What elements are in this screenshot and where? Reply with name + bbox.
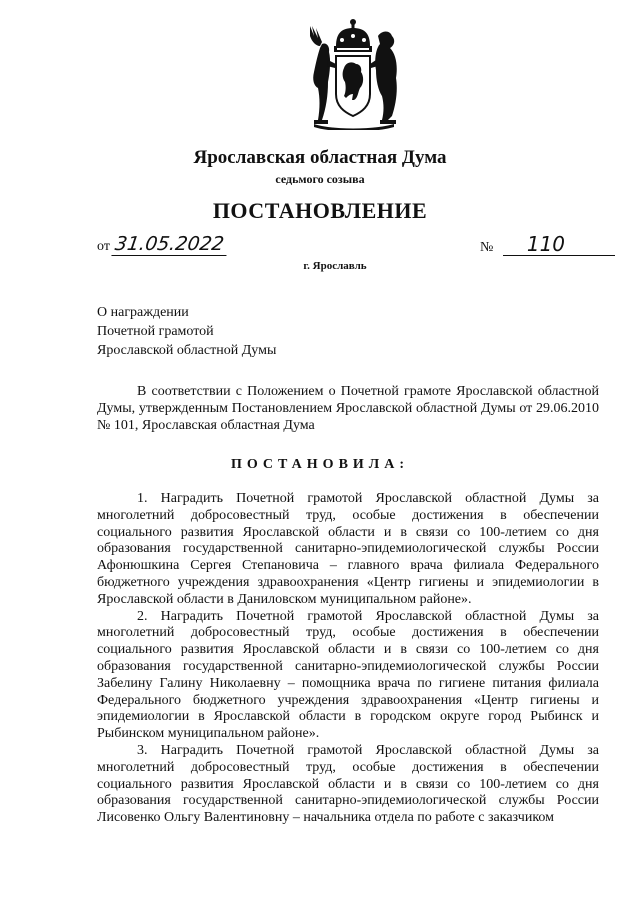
coat-of-arms-icon — [296, 16, 410, 130]
resolution-item: 3. Наградить Почетной грамотой Ярославской областной Думы за многолетний добросовестный труд, особые достижения в обеспечении социального развития Ярославской области и в связи со 100-летием со дня образования государственной санитарно-эпидемиологической службы России Лисовенко Ольгу Валентиновну – начальника отдела по работе с заказчиком — [97, 742, 599, 826]
document-type-title: ПОСТАНОВЛЕНИЕ — [212, 198, 428, 223]
handwritten-date: 31.05.2022 — [112, 233, 230, 256]
resolution-item: 1. Наградить Почетной грамотой Ярославской областной Думы за многолетний добросовестный труд, особые достижения в обеспечении социального развития Ярославской области и в связи со 100-летием со дня образования государственной санитарно-эпидемиологической службы России Афонюшкина Сергея Степановича – главного врача филиала Федерального бюджетного учреждения здравоохранения «Центр гигиены и эпидемиологии в Ярославской области в Даниловском муниципальном районе». — [97, 491, 599, 607]
resolved-heading: ПОСТАНОВИЛА: — [230, 457, 410, 472]
number-line — [480, 233, 615, 256]
subject-block — [97, 303, 276, 360]
number-prefix: № — [480, 240, 494, 255]
resolution-items — [97, 491, 599, 827]
resolution-item: 2. Наградить Почетной грамотой Ярославской областной Думы за многолетний добросовестный труд, особые достижения в обеспечении социального развития Ярославской области и в связи со 100-летием со дня образования государственной санитарно-эпидемиологической службы России Забелину Галину Николаевну – помощника врача по гигиене питания филиала Федерального бюджетного учреждения здравоохранения «Центр гигиены и эпидемиологии в Ярославской области в городском округе город Рыбинск и Рыбинском муниципальном районе». — [97, 608, 599, 742]
subject-line: Ярославской областной Думы — [97, 343, 277, 358]
subject-line: О награждении — [97, 305, 189, 320]
handwritten-number: 110 — [503, 233, 615, 256]
date-prefix: от — [97, 239, 110, 254]
organization-title: Ярославская областная Дума — [193, 147, 447, 168]
city-label: г. Ярославль — [303, 260, 367, 272]
convocation-subtitle: седьмого созыва — [275, 172, 365, 186]
preamble-paragraph: В соответствии с Положением о Почетной грамоте Ярославской областной Думы, утвержденным Постановлением Ярославской областной Думы от 29.06.2010 № 101, Ярославская областная Дума — [97, 384, 599, 433]
date-line — [97, 233, 228, 256]
subject-line: Почетной грамотой — [97, 324, 214, 339]
